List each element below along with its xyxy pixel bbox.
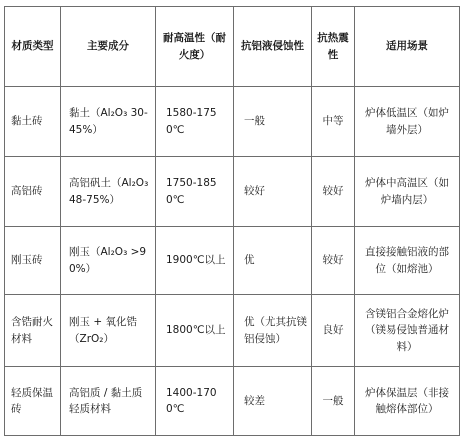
cell-refractoriness: 1750-1850℃: [156, 157, 234, 227]
cell-refractoriness: 1800℃以上: [156, 295, 234, 367]
refractory-materials-table: [4, 6, 460, 436]
cell-thermal-shock: 中等: [312, 87, 355, 157]
cell-application: 直接接触铝液的部位（如熔池）: [355, 227, 460, 295]
cell-application: 炉体中高温区（如炉墙内层）: [355, 157, 460, 227]
cell-thermal-shock: 一般: [312, 367, 355, 436]
table-header-row: [5, 7, 460, 87]
header-material: 材质类型: [5, 7, 61, 87]
cell-thermal-shock: 良好: [312, 295, 355, 367]
cell-thermal-shock: 较好: [312, 157, 355, 227]
cell-main-component: 高铝矾土（Al₂O₃ 48-75%）: [61, 157, 156, 227]
cell-al-resistance: 较好: [234, 157, 312, 227]
header-main-component: 主要成分: [61, 7, 156, 87]
table-row: [5, 87, 460, 157]
cell-al-resistance: 优: [234, 227, 312, 295]
header-thermal-shock: 抗热震性: [312, 7, 355, 87]
table-row: [5, 295, 460, 367]
cell-main-component: 黏土（Al₂O₃ 30-45%）: [61, 87, 156, 157]
table-row: [5, 157, 460, 227]
header-application: 适用场景: [355, 7, 460, 87]
header-al-resistance: 抗铝液侵蚀性: [234, 7, 312, 87]
table-row: [5, 367, 460, 436]
cell-al-resistance: 一般: [234, 87, 312, 157]
cell-material: 含锆耐火材料: [5, 295, 61, 367]
cell-material: 轻质保温砖: [5, 367, 61, 436]
cell-refractoriness: 1580-1750℃: [156, 87, 234, 157]
cell-main-component: 刚玉 + 氧化锆（ZrO₂）: [61, 295, 156, 367]
cell-al-resistance: 优（尤其抗镁铝侵蚀）: [234, 295, 312, 367]
cell-material: 黏土砖: [5, 87, 61, 157]
cell-application: 含镁铝合金熔化炉（镁易侵蚀普通材料）: [355, 295, 460, 367]
cell-main-component: 刚玉（Al₂O₃ >90%）: [61, 227, 156, 295]
table-row: [5, 227, 460, 295]
cell-application: 炉体低温区（如炉墙外层）: [355, 87, 460, 157]
cell-main-component: 高铝质 / 黏土质轻质材料: [61, 367, 156, 436]
cell-material: 刚玉砖: [5, 227, 61, 295]
cell-refractoriness: 1400-1700℃: [156, 367, 234, 436]
cell-al-resistance: 较差: [234, 367, 312, 436]
cell-thermal-shock: 较好: [312, 227, 355, 295]
cell-refractoriness: 1900℃以上: [156, 227, 234, 295]
cell-application: 炉体保温层（非接触熔体部位）: [355, 367, 460, 436]
header-refractoriness: 耐高温性（耐火度）: [156, 7, 234, 87]
cell-material: 高铝砖: [5, 157, 61, 227]
